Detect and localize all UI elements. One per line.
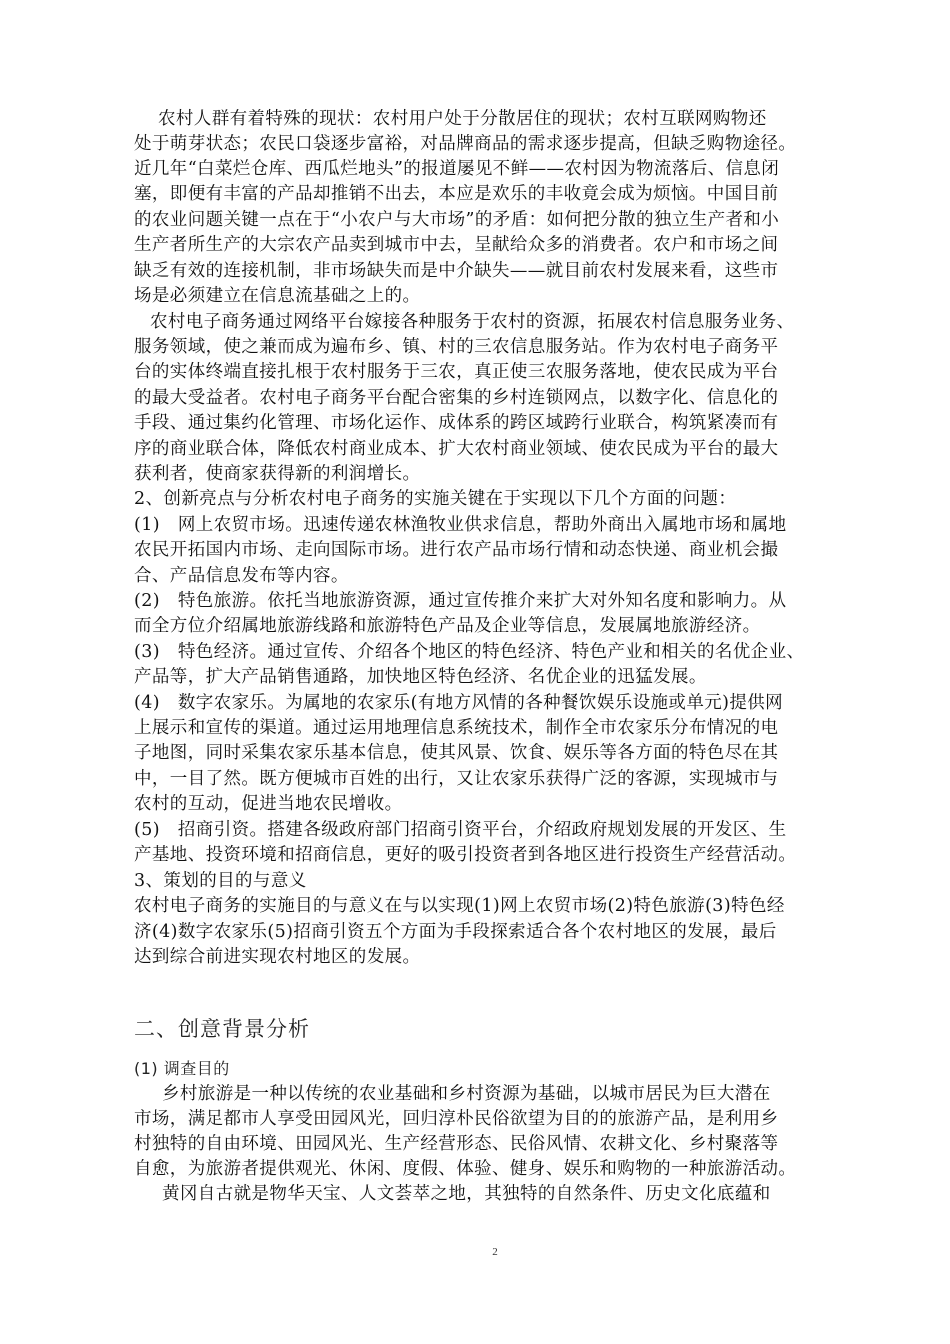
paragraph-3-line: 乡村旅游是一种以传统的农业基础和乡村资源为基础，以城市居民为巨大潜在 [162,1084,771,1104]
list-item-4-line: 农村的互动，促进当地农民增收。 [134,794,403,814]
paragraph-1-line: 农村人群有着特殊的现状：农村用户处于分散居住的现状；农村互联网购物还 [158,109,767,129]
paragraph-1-line: 的农业问题关键一点在于“小农户与大市场”的矛盾：如何把分散的独立生产者和小 [134,210,780,230]
paragraph-3-line: 自愈，为旅游者提供观光、休闲、度假、体验、健身、娱乐和购物的一种旅游活动。 [134,1159,797,1179]
section-3-body-line: 达到综合前进实现农村地区的发展。 [134,947,421,967]
paragraph-2-line: 的最大受益者。农村电子商务平台配合密集的乡村连锁网点，以数字化、信息化的 [134,388,779,408]
list-item-4-line: 子地图，同时采集农家乐基本信息，使其风景、饮食、娱乐等各方面的特色尽在其 [134,743,779,763]
list-item-1-line: 合、产品信息发布等内容。 [134,566,349,586]
paragraph-1-line: 塞，即便有丰富的产品却推销不出去，本应是欢乐的丰收竟会成为烦恼。中国目前 [134,184,779,204]
paragraph-2-line: 获利者，使商家获得新的利润增长。 [134,464,421,484]
chapter-2-heading: 二、创意背景分析 [134,1017,310,1041]
list-item-1-line: (1) 网上农贸市场。迅速传递农林渔牧业供求信息，帮助外商出入属地市场和属地 [134,515,787,535]
list-item-2-line: 而全方位介绍属地旅游线路和旅游特色产品及企业等信息，发展属地旅游经济。 [134,616,761,636]
paragraph-1-line: 近几年“白菜烂仓库、西瓜烂地头”的报道屡见不鲜——农村因为物流落后、信息闭 [134,159,780,179]
paragraph-1-line: 处于萌芽状态；农民口袋逐步富裕，对品牌商品的需求逐步提高，但缺乏购物途径。 [134,134,797,154]
list-item-5-line: (5) 招商引资。搭建各级政府部门招商引资平台，介绍政府规划发展的开发区、生 [134,820,787,840]
subsection-1-heading: (1) 调查目的 [134,1059,230,1078]
paragraph-2-line: 服务领域，使之兼而成为遍布乡、镇、村的三农信息服务站。作为农村电子商务平 [134,337,779,357]
section-3-body-line: 济(4)数字农家乐(5)招商引资五个方面为手段探索适合各个农村地区的发展，最后 [134,922,777,942]
list-item-3-line: 产品等，扩大产品销售通路，加快地区特色经济、名优企业的迅猛发展。 [134,667,707,687]
paragraph-2-line: 序的商业联合体，降低农村商业成本、扩大农村商业领域、使农民成为平台的最大 [134,439,779,459]
section-3-title: 3、策划的目的与意义 [134,871,307,891]
paragraph-2-line: 农村电子商务通过网络平台嫁接各种服务于农村的资源，拓展农村信息服务业务、 [150,312,795,332]
paragraph-2-line: 台的实体终端直接扎根于农村服务于三农，真正使三农服务落地，使农民成为平台 [134,362,779,382]
section-3-body-line: 农村电子商务的实施目的与意义在与以实现(1)网上农贸市场(2)特色旅游(3)特色经 [134,896,785,916]
paragraph-3-line: 市场，满足都市人享受田园风光，回归淳朴民俗欲望为目的的旅游产品，是利用乡 [134,1109,779,1129]
paragraph-4-line: 黄冈自古就是物华天宝、人文荟萃之地，其独特的自然条件、历史文化底蕴和 [162,1184,771,1204]
list-item-3-line: (3) 特色经济。通过宣传、介绍各个地区的特色经济、特色产业和相关的名优企业、 [134,642,805,662]
list-item-4-line: 中，一目了然。既方便城市百姓的出行，又让农家乐获得广泛的客源，实现城市与 [134,769,779,789]
paragraph-1-line: 场是必须建立在信息流基础之上的。 [134,286,421,306]
paragraph-1-line: 生产者所生产的大宗农产品卖到城市中去，呈献给众多的消费者。农户和市场之间 [134,235,779,255]
page-number: 2 [492,1246,498,1258]
paragraph-1-line: 缺乏有效的连接机制，非市场缺失而是中介缺失——就目前农村发展来看，这些市 [134,261,779,281]
list-item-5-line: 产基地、投资环境和招商信息，更好的吸引投资者到各地区进行投资生产经营活动。 [134,845,797,865]
section-2-title: 2、创新亮点与分析农村电子商务的实施关键在于实现以下几个方面的问题： [134,489,737,509]
paragraph-3-line: 村独特的自由环境、田园风光、生产经营形态、民俗风情、农耕文化、乡村聚落等 [134,1134,779,1154]
paragraph-2-line: 手段、通过集约化管理、市场化运作、成体系的跨区域跨行业联合，构筑紧凑而有 [134,413,779,433]
list-item-4-line: 上展示和宣传的渠道。通过运用地理信息系统技术，制作全市农家乐分布情况的电 [134,718,779,738]
list-item-4-line: (4) 数字农家乐。为属地的农家乐(有地方风情的各种餐饮娱乐设施或单元)提供网 [134,693,784,713]
list-item-1-line: 农民开拓国内市场、走向国际市场。进行农产品市场行情和动态快递、商业机会撮 [134,540,779,560]
list-item-2-line: (2) 特色旅游。依托当地旅游资源，通过宣传推介来扩大对外知名度和影响力。从 [134,591,787,611]
